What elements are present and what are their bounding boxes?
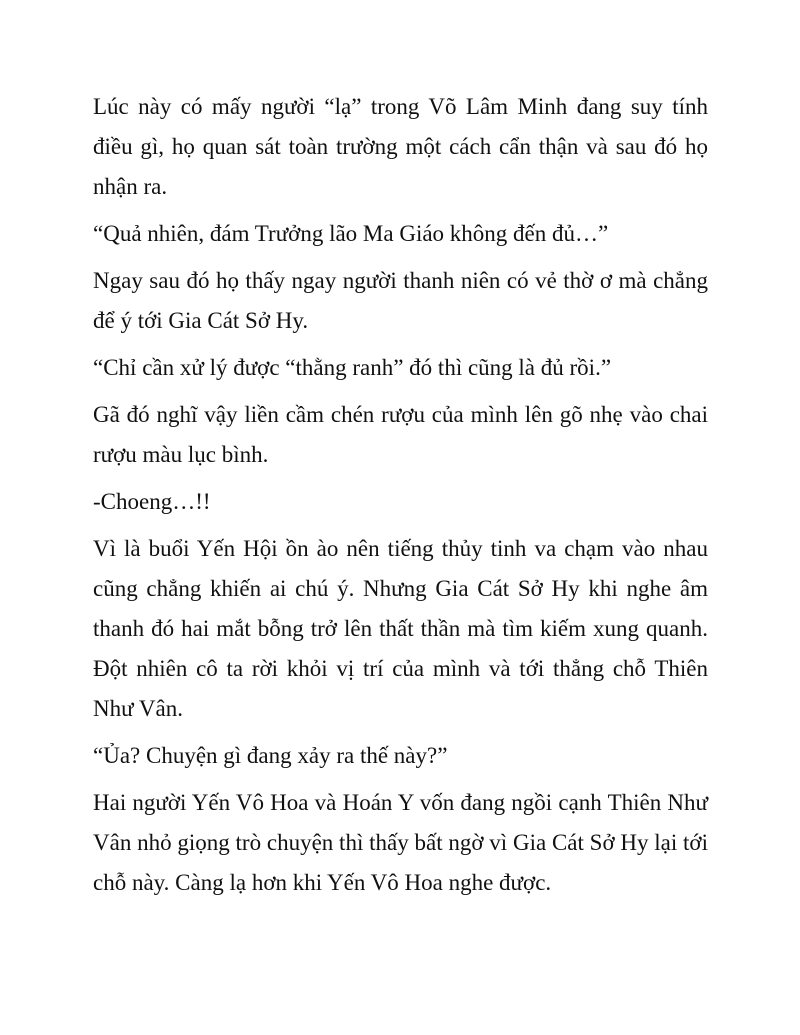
document-page [93, 87, 708, 910]
paragraph-4: “Chỉ cần xử lý được “thằng ranh” đó thì cũng là đủ rồi.” [93, 355, 612, 380]
paragraph-5: Gã đó nghĩ vậy liền cầm chén rượu của mình lên gõ nhẹ vào chai rượu màu lục bình. [93, 402, 708, 467]
paragraph-1: Lúc này có mấy người “lạ” trong Võ Lâm Minh đang suy tính điều gì, họ quan sát toàn trường một cách cẩn thận và sau đó họ nhận ra. [93, 94, 708, 199]
paragraph-9: Hai người Yến Vô Hoa và Hoán Y vốn đang ngồi cạnh Thiên Như Vân nhỏ giọng trò chuyện thì thấy bất ngờ vì Gia Cát Sở Hy lại tới chỗ này. Càng lạ hơn khi Yến Vô Hoa nghe được. [93, 790, 708, 895]
paragraph-2: “Quả nhiên, đám Trưởng lão Ma Giáo không đến đủ…” [93, 221, 609, 246]
paragraph-3: Ngay sau đó họ thấy ngay người thanh niên có vẻ thờ ơ mà chẳng để ý tới Gia Cát Sở Hy. [93, 268, 708, 333]
paragraph-8: “Ủa? Chuyện gì đang xảy ra thế này?” [93, 743, 448, 768]
paragraph-6: -Choeng…!! [93, 489, 211, 514]
paragraph-7: Vì là buổi Yến Hội ồn ào nên tiếng thủy tinh va chạm vào nhau cũng chẳng khiến ai chú ý. Nhưng Gia Cát Sở Hy khi nghe âm thanh đó hai mắt bỗng trở lên thất thần mà tìm kiếm xung quanh. Đột nhiên cô ta rời khỏi vị trí của mình và tới thẳng chỗ Thiên Như Vân. [93, 536, 708, 721]
